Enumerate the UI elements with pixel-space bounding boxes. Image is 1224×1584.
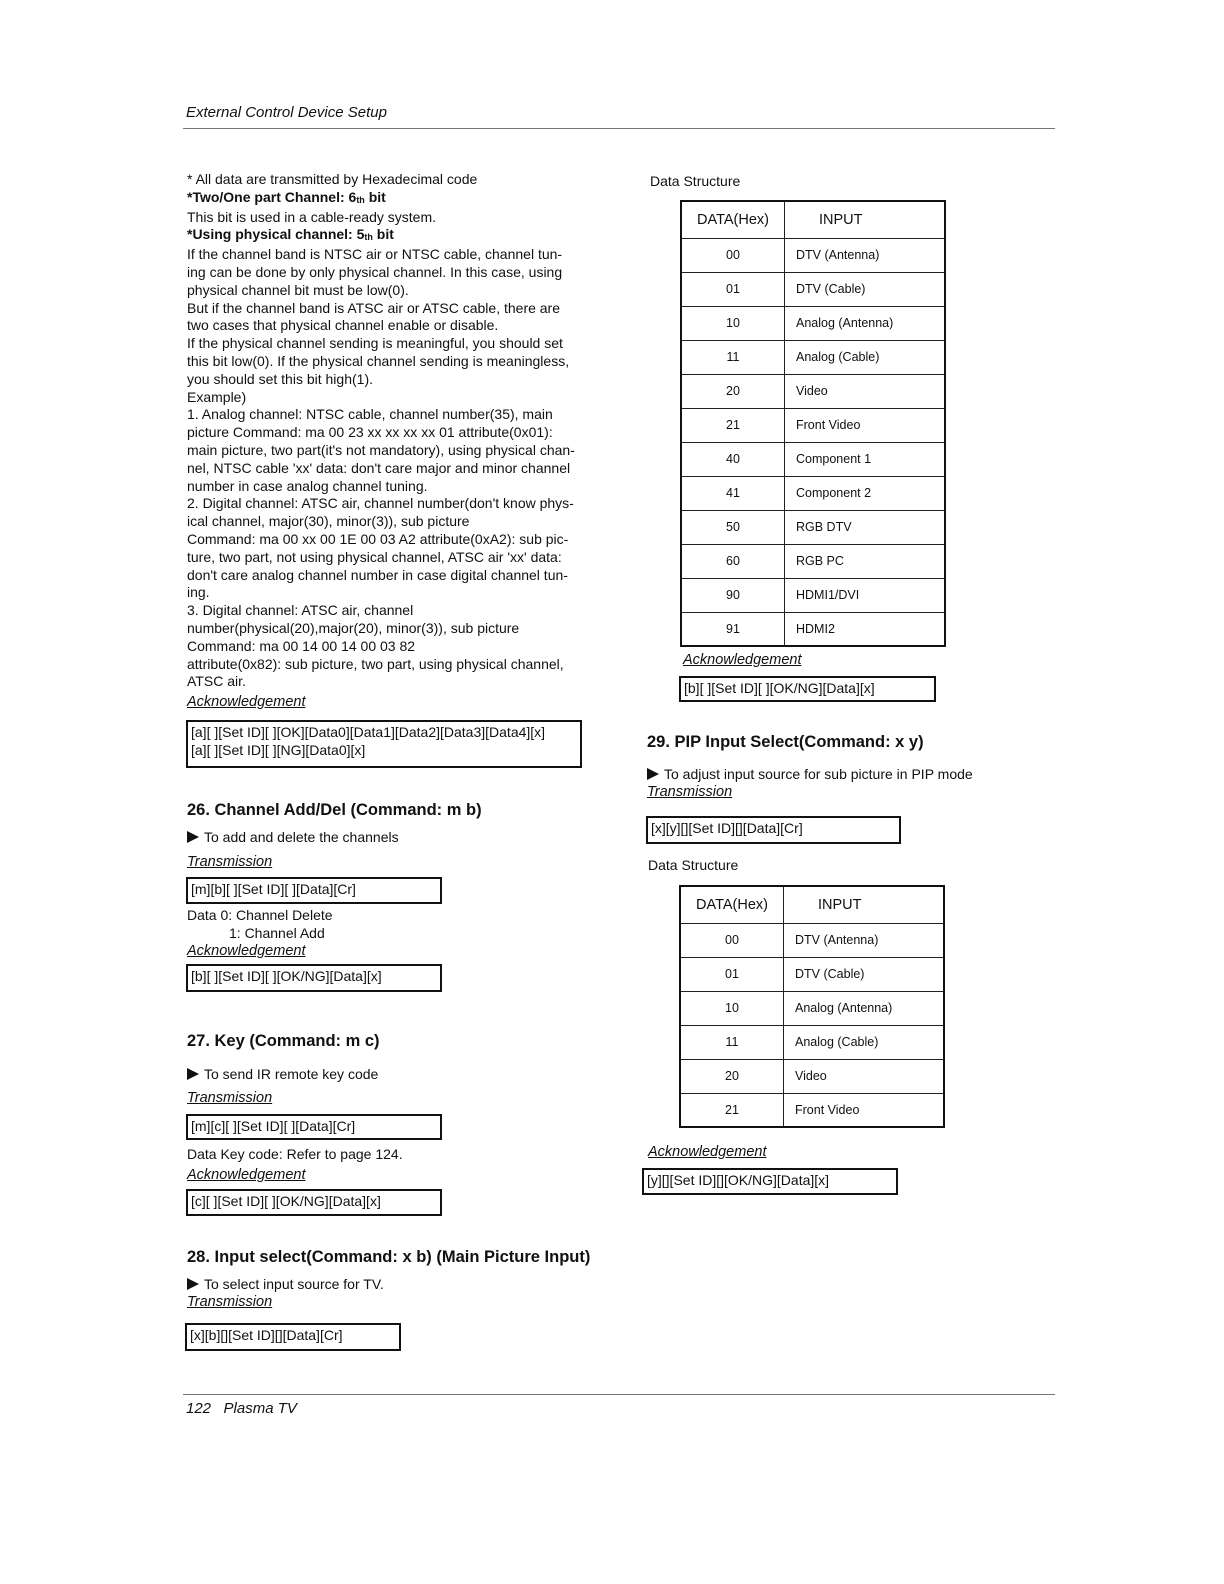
data-structure-label: Data Structure xyxy=(650,173,741,189)
input-name-cell: DTV (Cable) xyxy=(784,957,945,991)
input-name-cell: Component 1 xyxy=(785,442,946,476)
running-header: External Control Device Setup xyxy=(186,104,387,121)
ack-box: [b][ ][Set ID][ ][OK/NG][Data][x] xyxy=(186,964,442,992)
hex-value-cell: 21 xyxy=(680,1093,784,1127)
hex-value-cell: 00 xyxy=(680,923,784,957)
input-name-cell: Analog (Cable) xyxy=(785,340,946,374)
table-row xyxy=(681,374,945,408)
bullet-line: To add and delete the channels xyxy=(187,829,399,845)
intro-line: ing can be done by only physical channel. In this case, using xyxy=(187,263,563,280)
input-name-cell: Analog (Cable) xyxy=(784,1025,945,1059)
table-row xyxy=(681,306,945,340)
input-name-cell: Front Video xyxy=(784,1093,945,1127)
intro-line: This bit is used in a cable-ready system. xyxy=(187,208,436,225)
intro-line: nel, NTSC cable 'xx' data: don't care major and minor channel xyxy=(187,459,571,476)
intro-line: If the physical channel sending is meaningful, you should set xyxy=(187,335,563,352)
arrow-icon xyxy=(187,1068,199,1080)
intro-line: Example) xyxy=(187,388,247,405)
table-row xyxy=(680,991,944,1025)
footer-rule xyxy=(183,1394,1055,1395)
table-row xyxy=(680,923,944,957)
hex-value-cell: 01 xyxy=(680,957,784,991)
intro-line: 2. Digital channel: ATSC air, channel number(don't know phys- xyxy=(187,495,574,512)
transmission-box: [m][b][ ][Set ID][ ][Data][Cr] xyxy=(186,877,442,904)
table-row xyxy=(681,408,945,442)
intro-line: you should set this bit high(1). xyxy=(187,370,373,387)
ack-box: [b][ ][Set ID][ ][OK/NG][Data][x] xyxy=(679,676,936,702)
intro-line: attribute(0x82): sub picture, two part, using physical channel, xyxy=(187,655,564,672)
section-heading-28: 28. Input select(Command: x b) (Main Picture Input) xyxy=(187,1248,591,1266)
input-name-cell: Analog (Antenna) xyxy=(785,306,946,340)
intro-line: don't care analog channel number in case digital channel tun- xyxy=(187,566,568,583)
intro-line: two cases that physical channel enable or disable. xyxy=(187,317,499,334)
intro-line: 3. Digital channel: ATSC air, channel xyxy=(187,602,414,619)
transmission-label: Transmission xyxy=(187,1090,273,1106)
ack-box: [y][][Set ID][][OK/NG][Data][x] xyxy=(642,1168,898,1195)
hex-value-cell: 50 xyxy=(681,510,785,544)
input-name-cell: DTV (Antenna) xyxy=(785,238,946,272)
intro-line: physical channel bit must be low(0). xyxy=(187,281,409,298)
table-row xyxy=(681,612,945,646)
intro-line: ATSC air. xyxy=(187,673,246,690)
input-name-cell: DTV (Cable) xyxy=(785,272,946,306)
intro-line: Command: ma 00 14 00 14 00 03 82 xyxy=(187,637,416,654)
hex-value-cell: 60 xyxy=(681,544,785,578)
table-row xyxy=(681,272,945,306)
intro-line: 1. Analog channel: NTSC cable, channel number(35), main xyxy=(187,406,553,423)
input-name-cell: HDMI1/DVI xyxy=(785,578,946,612)
intro-line: number in case analog channel tuning. xyxy=(187,477,428,494)
bullet-line: To select input source for TV. xyxy=(187,1276,384,1292)
input-name-cell: RGB DTV xyxy=(785,510,946,544)
table-row xyxy=(680,1093,944,1127)
ack-label: Acknowledgement xyxy=(648,1144,767,1160)
transmission-label: Transmission xyxy=(647,784,733,800)
intro-line: *Using physical channel: 5th bit xyxy=(187,226,394,243)
input-name-cell: Front Video xyxy=(785,408,946,442)
arrow-icon xyxy=(187,1278,199,1290)
intro-line: this bit low(0). If the physical channel sending is meaningless, xyxy=(187,352,570,369)
hex-value-cell: 20 xyxy=(680,1059,784,1093)
hex-value-cell: 11 xyxy=(680,1025,784,1059)
intro-line: main picture, two part(it's not mandatory), using physical chan- xyxy=(187,441,575,458)
section-heading-29: 29. PIP Input Select(Command: x y) xyxy=(647,733,924,751)
intro-line: ture, two part, not using physical channel, ATSC air 'xx' data: xyxy=(187,548,562,565)
product-name: Plasma TV xyxy=(223,1400,297,1417)
ack-label: Acknowledgement xyxy=(187,943,306,959)
data-line: 1: Channel Add xyxy=(229,925,325,941)
transmission-box: [m][c][ ][Set ID][ ][Data][Cr] xyxy=(186,1114,442,1140)
ack-line: [a][ ][Set ID][ ][OK][Data0][Data1][Data2][Data3][Data4][x] xyxy=(191,724,546,740)
column-header: INPUT xyxy=(785,201,946,238)
table-row xyxy=(681,510,945,544)
transmission-label: Transmission xyxy=(187,1294,273,1310)
ack-line: [a][ ][Set ID][ ][NG][Data0][x] xyxy=(191,742,366,758)
hex-value-cell: 01 xyxy=(681,272,785,306)
transmission-box: [x][y][][Set ID][][Data][Cr] xyxy=(646,816,901,844)
hex-value-cell: 90 xyxy=(681,578,785,612)
hex-value-cell: 40 xyxy=(681,442,785,476)
table-row xyxy=(680,1025,944,1059)
column-header: DATA(Hex) xyxy=(681,201,785,238)
data-structure-table-29 xyxy=(679,885,945,1128)
intro-line: number(physical(20),major(20), minor(3)), sub picture xyxy=(187,619,520,636)
input-name-cell: Video xyxy=(784,1059,945,1093)
hex-value-cell: 91 xyxy=(681,612,785,646)
intro-line: picture Command: ma 00 23 xx xx xx xx 01 attribute(0x01): xyxy=(187,424,553,441)
header-rule xyxy=(183,128,1055,129)
intro-line: Command: ma 00 xx 00 1E 00 03 A2 attribute(0xA2): sub pic- xyxy=(187,530,569,547)
hex-value-cell: 11 xyxy=(681,340,785,374)
table-header-row xyxy=(680,886,944,923)
hex-value-cell: 10 xyxy=(681,306,785,340)
ack-label: Acknowledgement xyxy=(187,694,306,710)
page-footer xyxy=(186,1400,297,1417)
transmission-label: Transmission xyxy=(187,854,273,870)
table-row xyxy=(680,957,944,991)
data-line: Data 0: Channel Delete xyxy=(187,907,333,923)
intro-line: But if the channel band is ATSC air or ATSC cable, there are xyxy=(187,299,561,316)
table-row xyxy=(681,544,945,578)
ack-label: Acknowledgement xyxy=(683,652,802,668)
bullet-line: To adjust input source for sub picture in PIP mode xyxy=(647,766,973,782)
column-header: INPUT xyxy=(784,886,945,923)
table-header-row xyxy=(681,201,945,238)
intro-line: *Two/One part Channel: 6th bit xyxy=(187,188,386,205)
arrow-icon xyxy=(647,768,659,780)
page-number: 122 xyxy=(186,1400,212,1417)
bullet-line: To send IR remote key code xyxy=(187,1066,378,1082)
table-row xyxy=(681,442,945,476)
input-name-cell: Analog (Antenna) xyxy=(784,991,945,1025)
section-heading-27: 27. Key (Command: m c) xyxy=(187,1032,380,1050)
intro-text xyxy=(187,171,617,691)
table-row xyxy=(681,340,945,374)
input-name-cell: Component 2 xyxy=(785,476,946,510)
ack-label: Acknowledgement xyxy=(187,1167,306,1183)
section-heading-26: 26. Channel Add/Del (Command: m b) xyxy=(187,801,482,819)
table-row xyxy=(680,1059,944,1093)
hex-value-cell: 20 xyxy=(681,374,785,408)
input-name-cell: HDMI2 xyxy=(785,612,946,646)
data-structure-label: Data Structure xyxy=(648,857,739,873)
arrow-icon xyxy=(187,831,199,843)
intro-line: ical channel, major(30), minor(3)), sub picture xyxy=(187,513,470,530)
ack-box: [c][ ][Set ID][ ][OK/NG][Data][x] xyxy=(186,1189,442,1216)
ack-box xyxy=(186,720,582,768)
table-row xyxy=(681,476,945,510)
table-row xyxy=(681,578,945,612)
intro-line: * All data are transmitted by Hexadecimal code xyxy=(187,171,478,187)
input-name-cell: RGB PC xyxy=(785,544,946,578)
input-name-cell: DTV (Antenna) xyxy=(784,923,945,957)
hex-value-cell: 41 xyxy=(681,476,785,510)
hex-value-cell: 21 xyxy=(681,408,785,442)
data-line: Data Key code: Refer to page 124. xyxy=(187,1146,403,1162)
hex-value-cell: 00 xyxy=(681,238,785,272)
table-row xyxy=(681,238,945,272)
column-header: DATA(Hex) xyxy=(680,886,784,923)
input-name-cell: Video xyxy=(785,374,946,408)
intro-line: ing. xyxy=(187,584,210,601)
transmission-box: [x][b][][Set ID][][Data][Cr] xyxy=(185,1323,401,1351)
data-structure-table-28 xyxy=(680,200,946,647)
hex-value-cell: 10 xyxy=(680,991,784,1025)
intro-line: If the channel band is NTSC air or NTSC cable, channel tun- xyxy=(187,246,563,263)
